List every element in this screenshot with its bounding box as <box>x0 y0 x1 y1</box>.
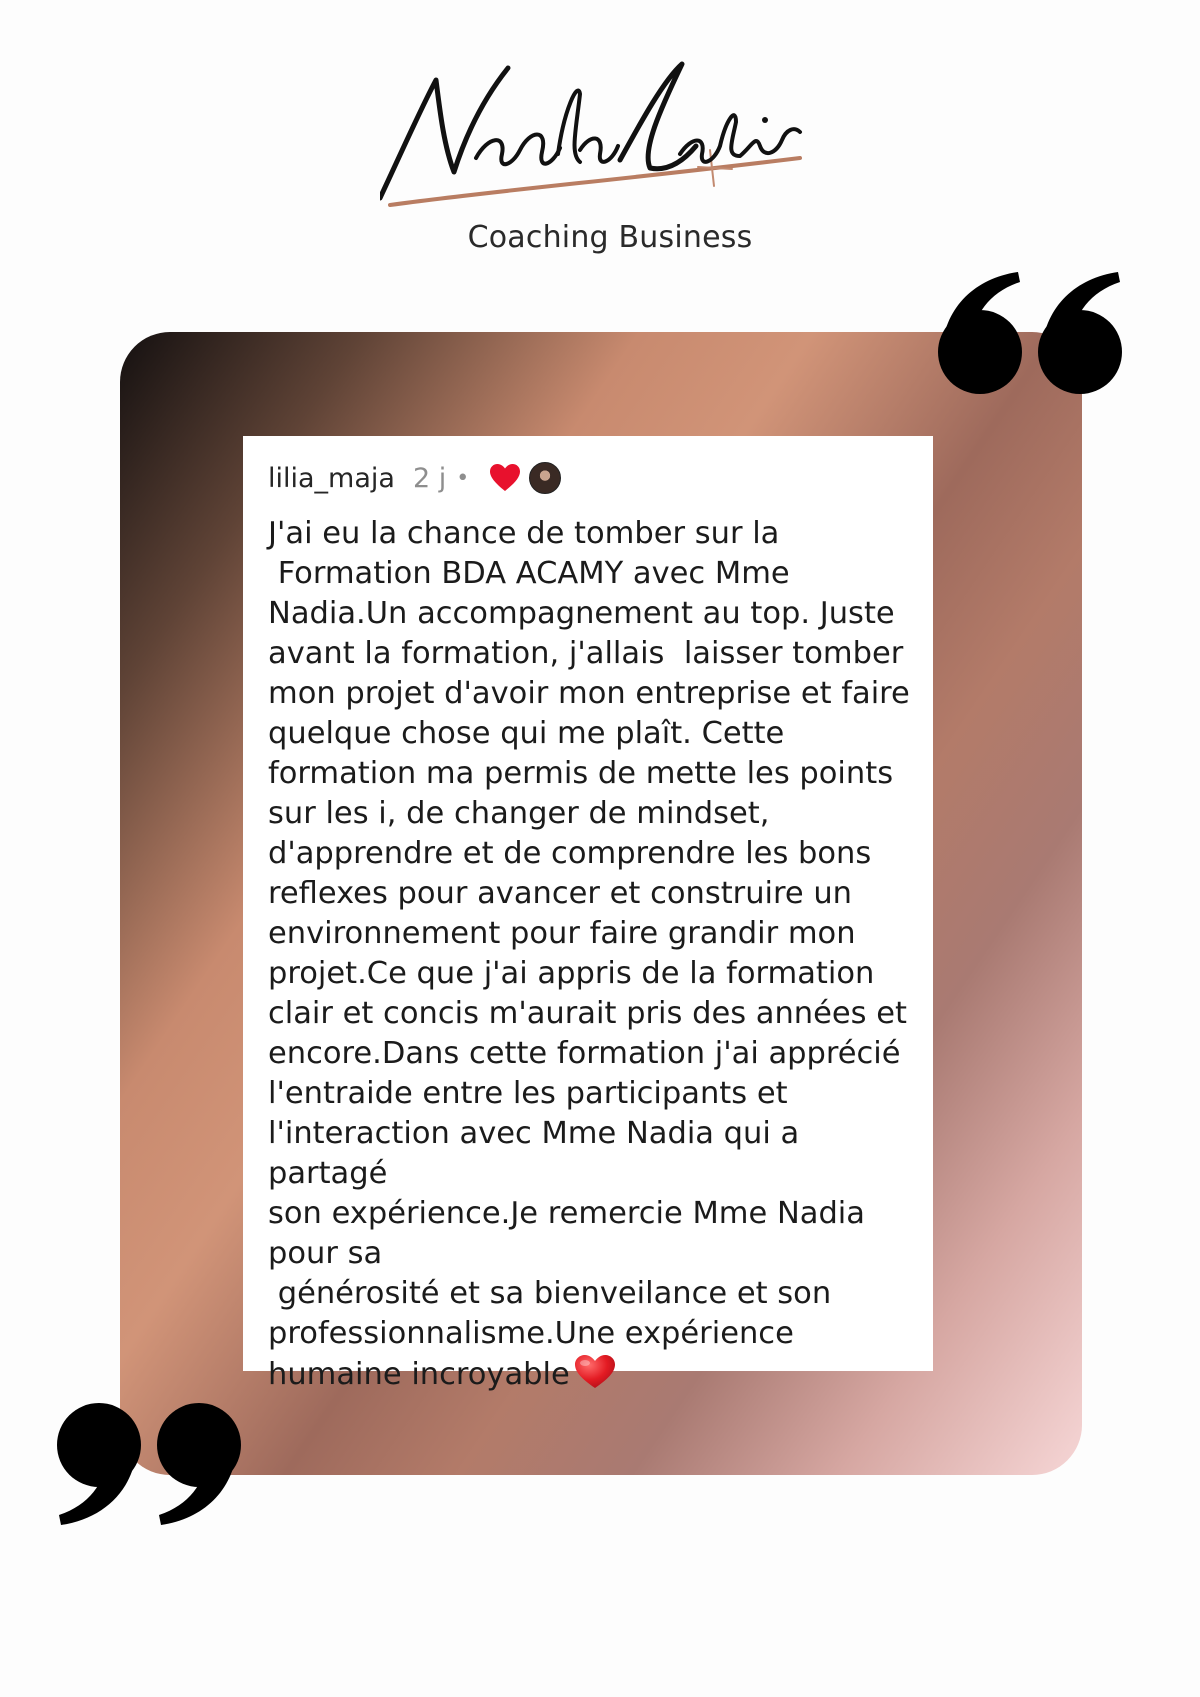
username[interactable]: lilia_maja <box>268 462 395 494</box>
separator-dot: • <box>456 465 470 491</box>
red-heart-emoji-icon <box>574 1354 616 1390</box>
avatar[interactable] <box>529 462 561 494</box>
signature-logo <box>380 50 840 220</box>
heart-icon[interactable] <box>489 463 521 493</box>
comment-body: J'ai eu la chance de tomber sur la Formation BDA ACAMY avec Mme Nadia.Un accompagnement au top. Juste avant la formation, j'allais laisser tomber mon projet d'avoir mon entreprise et faire quelque chose qui me plaît. Cette formation ma permis de mette les points sur les i, de changer de mindset, d'apprendre et de comprendre les bons reflexes pour avancer et construire un environnement pour faire grandir mon projet.Ce que j'ai appris de la formation clair et concis m'aurait pris des années et encore.Dans cette formation j'ai apprécié l'entraide entre les participants et l'interaction avec Mme Nadia qui a partagé son expérience.Je remercie Mme Nadia pour sa générosité et sa bienveilance et son professionnalisme.Une expérience humaine incroyable <box>268 516 910 1392</box>
comment-card <box>243 436 933 1392</box>
brand-tagline: Coaching Business <box>467 220 753 255</box>
comment-text <box>268 514 918 1395</box>
timestamp: 2 j <box>412 462 447 494</box>
close-quote-icon <box>52 1402 247 1527</box>
comment-header <box>268 458 561 498</box>
open-quote-icon <box>932 270 1127 395</box>
brand-logo <box>380 50 840 270</box>
